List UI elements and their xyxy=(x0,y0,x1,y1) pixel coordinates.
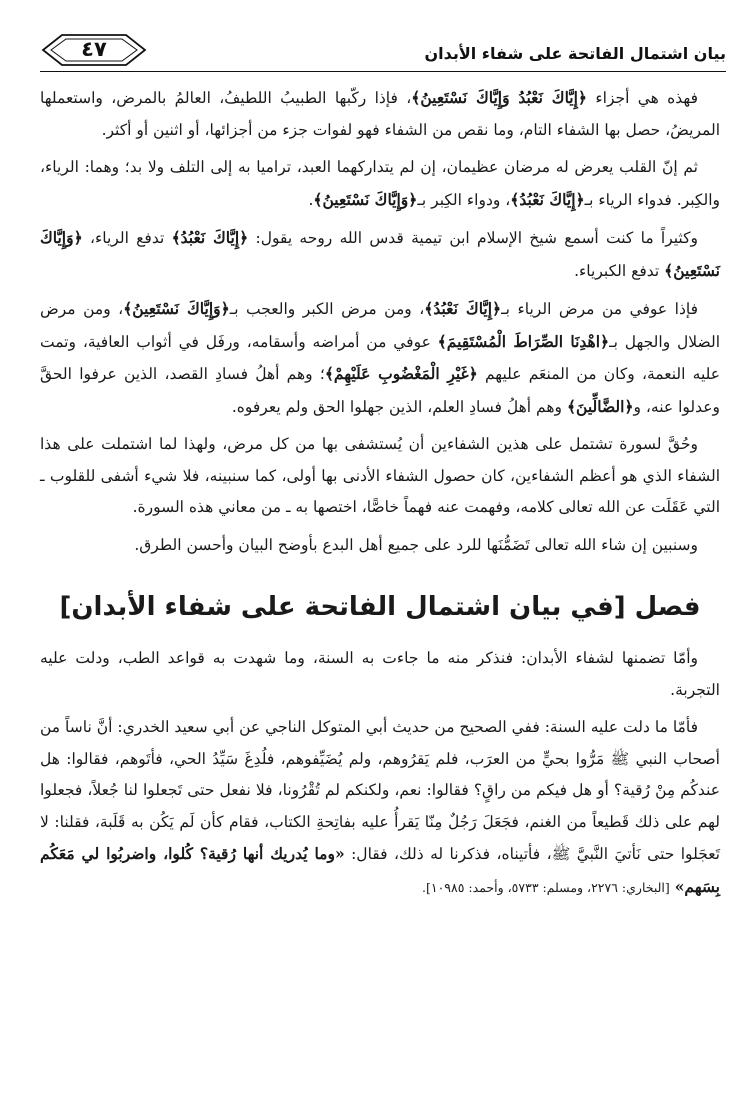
quran-quote: ﴿وَإِيَّاكَ نَسْتَعِينُ﴾ xyxy=(313,189,418,209)
quran-quote: «وما يُدريك أنها رُقية؟ كُلوا، واضربُوا لي مَعَكُم بِسَهم» xyxy=(40,844,720,896)
paragraphs-bottom xyxy=(40,643,720,903)
quran-quote: ﴿غَيْرِ الْمَغْضُوبِ عَلَيْهِمْ﴾ xyxy=(324,364,478,383)
paragraph: وأمّا تضمنها لشفاء الأبدان: فنذكر منه ما جاءت به السنة، وما شهدت به قواعد الطب، ودلت عليه التجربة. xyxy=(40,649,720,699)
quran-quote: ﴿اهْدِنَا الصِّرَاطَ الْمُسْتَقِيمَ﴾ xyxy=(437,331,610,351)
paragraph: وحُقَّ لسورة تشتمل على هذين الشفاءين أن يُستشفى بها من كل مرض، ولهذا لما اشتملت على هذا الشفاء الذي هو أعظم الشفاءين، كان حصول الشفاء الأدنى بها أولى، كما سنبينه، فلا شيء أشفى للقلوب ـ التي عَقَلَت عن الله تعالى كلامه، وفهمت عنه فهماً خاصًّا، اختصها به ـ من معاني هذه السورة. xyxy=(40,435,720,516)
quran-quote: ﴿الضَّالِّينَ﴾ xyxy=(566,396,634,416)
quran-quote: ﴿إِيَّاكَ نَعْبُدُ﴾ xyxy=(510,189,585,209)
hadith-reference: [البخاري: ٢٢٧٦، ومسلم: ٥٧٣٣، وأحمد: ١٠٩٨٥]. xyxy=(422,879,670,895)
paragraph: فهذه هي أجزاء ﴿إِيَّاكَ نَعْبُدُ وَإِيَّاكَ نَسْتَعِينُ﴾، فإذا ركّبها الطبيبُ اللطيفُ، العالمُ بالمرض، واستعملها المريضُ، حصل بها الشفاء التام، وما نقص من الشفاء فهو لفوات جزء من أجزائها، أو اثنين أو أكثر. xyxy=(40,88,720,139)
paragraph: فأمّا ما دلت عليه السنة: ففي الصحيح من حديث أبي المتوكل الناجي عن أبي سعيد الخدري: أنَّ ناساً من أصحاب النبي ﷺ مَرُّوا بحيٍّ من العرَب، فلم يَقرُوهم، ولم يُضَيِّفوهم، فلُدِغَ سَيِّدُ الحي، فأتَوهم، فقالوا: هل عندكُم مِنْ رُقية؟ أو هل فيكم من راقٍ؟ فقالوا: نعم، ولكنكم لم تُقْرُونا، فلا نفعل حتى تَجعلوا لنا جُعلاً، فجعلوا لهم على ذلك قَطيعاً من الغنم، فجَعَلَ رَجُلٌ مِنّا يَقرأُ عليه بفاتِحةِ الكتاب، فقام كأن لَم يَكُن به قَلَبة، فقلنا: لا تَعجَلوا حتى نَأتيَ النَّبيَّ ﷺ، فأتيناه، فذكرنا له ذلك، فقال: «وما يُدريك أنها رُقية؟ كُلوا، واضربُوا لي مَعَكُم بِسَهم» [البخاري: ٢٢٧٦، ومسلم: ٥٧٣٣، وأحمد: ١٠٩٨٥]. xyxy=(40,718,720,896)
paragraph: وسنبين إن شاء الله تعالى تَضَمُّنَها للرد على جميع أهل البدع بأوضح البيان وأحسن الطرق. xyxy=(134,535,698,554)
paragraphs-top xyxy=(40,82,720,561)
quran-quote: ﴿وَإِيَّاكَ نَسْتَعِينُ﴾ xyxy=(40,228,720,280)
quran-quote: ﴿إِيَّاكَ نَعْبُدُ﴾ xyxy=(171,228,249,247)
page-header xyxy=(40,32,726,72)
header-divider xyxy=(40,71,726,72)
quran-quote: ﴿وَإِيَّاكَ نَسْتَعِينُ﴾ xyxy=(123,299,230,318)
quran-quote: ﴿إِيَّاكَ نَعْبُدُ وَإِيَّاكَ نَسْتَعِينُ﴾ xyxy=(411,88,587,107)
paragraph: ثم إنّ القلب يعرض له مرضان عظيمان، إن لم يتداركهما العبد، تراميا به إلى التلف ولا بد؛ وهما: الرياء، والكِبر. فدواء الرياء بـ﴿إِيَّاكَ نَعْبُدُ﴾، ودواء الكِبر بـ﴿وَإِيَّاكَ نَسْتَعِينُ﴾. xyxy=(40,158,720,209)
running-title: بيان اشتمال الفاتحة على شفاء الأبدان xyxy=(424,44,726,63)
page-number-frame xyxy=(40,32,148,68)
page-body xyxy=(40,82,720,909)
page-number: ٤٧ xyxy=(81,37,107,61)
paragraph: فإذا عوفي من مرض الرياء بـ﴿إِيَّاكَ نَعْبُدُ﴾، ومن مرض الكبر والعجب بـ﴿وَإِيَّاكَ نَسْتَعِينُ﴾، ومن مرض الضلال والجهل بـ﴿اهْدِنَا الصِّرَاطَ الْمُسْتَقِيمَ﴾ عوفي من أمراضه وأسقامه، ورفَل في أثواب العافية، وتمت عليه النعمة، وكان من المنعَم عليهم ﴿غَيْرِ الْمَغْضُوبِ عَلَيْهِمْ﴾؛ وهم أهلُ فسادِ القصد، الذين عرفوا الحقَّ وعدلوا عنه، و﴿الضَّالِّينَ﴾ وهم أهلُ فسادِ العلم، الذين جهلوا الحق ولم يعرفوه. xyxy=(40,299,721,416)
quran-quote: ﴿إِيَّاكَ نَعْبُدُ﴾ xyxy=(424,299,502,318)
paragraph: وكثيراً ما كنت أسمع شيخ الإسلام ابن تيمية قدس الله روحه يقول: ﴿إِيَّاكَ نَعْبُدُ﴾ تدفع الرياء، ﴿وَإِيَّاكَ نَسْتَعِينُ﴾ تدفع الكبرياء. xyxy=(40,228,720,280)
section-heading: فصل [في بيان اشتمال الفاتحة على شفاء الأبدان] xyxy=(59,592,701,622)
